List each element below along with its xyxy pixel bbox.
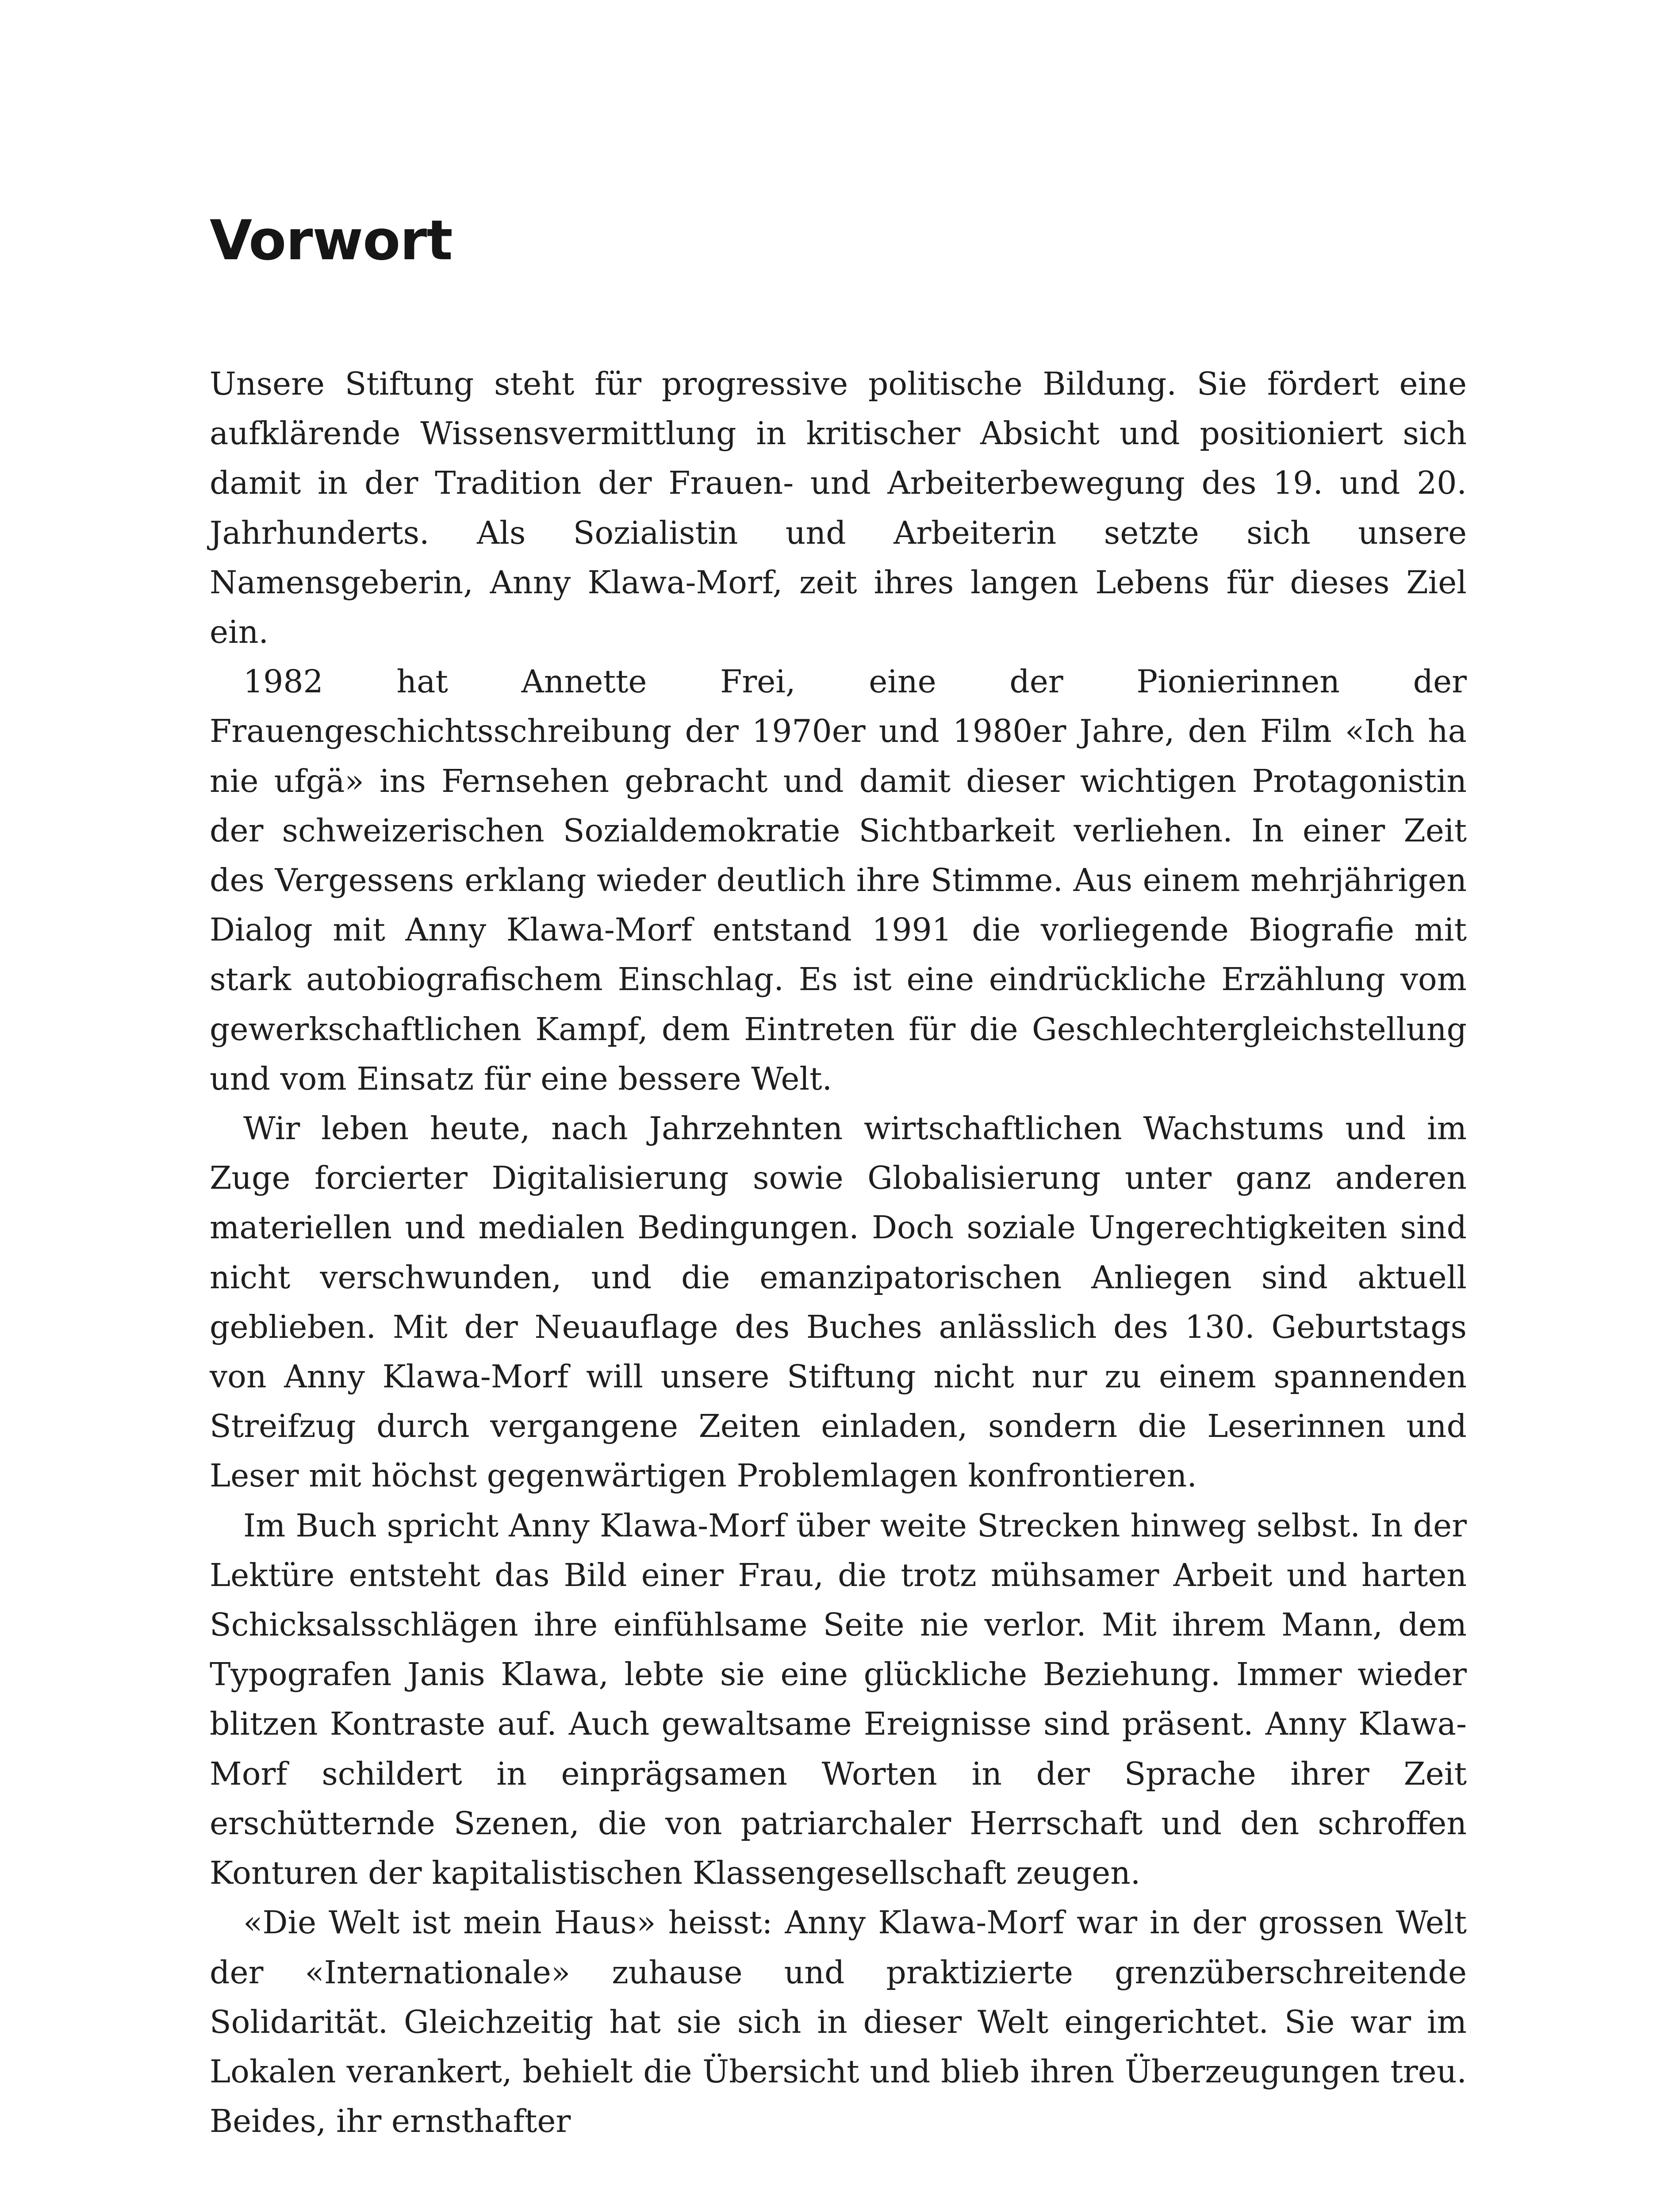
paragraph-5: «Die Welt ist mein Haus» heisst: Anny Klawa-Morf war in der grossen Welt der «Internationale» zuhause und praktizierte grenzüberschreitende Solidarität. Gleichzeitig hat sie sich in dieser Welt eingerichtet. Sie war im Lokalen verankert, behielt die Übersicht und blieb ihren Überzeugungen treu. Beides, ihr ernsthafter <box>210 1904 1467 2140</box>
body-text <box>210 359 1467 2146</box>
paragraph-1: Unsere Stiftung steht für progressive politische Bildung. Sie fördert eine aufklärende Wissensvermittlung in kritischer Absicht und positioniert sich damit in der Tradition der Frauen- und Arbeiterbewegung des 19. und 20. Jahrhunderts. Als Sozialistin und Arbeiterin setzte sich unsere Namensgeberin, Anny Klawa-Morf, zeit ihres langen Lebens für dieses Ziel ein. <box>210 365 1467 651</box>
paragraph-3: Wir leben heute, nach Jahrzehnten wirtschaftlichen Wachstums und im Zuge forcierter Digitalisierung sowie Globalisierung unter ganz anderen materiellen und medialen Bedingungen. Doch soziale Ungerechtigkeiten sind nicht verschwunden, und die emanzipatorischen Anliegen sind aktuell geblieben. Mit der Neuauflage des Buches anlässlich des 130. Geburtstags von Anny Klawa-Morf will unsere Stiftung nicht nur zu einem spannenden Streifzug durch vergangene Zeiten einladen, sondern die Leserinnen und Leser mit höchst gegenwärtigen Problemlagen konfrontieren. <box>210 1110 1467 1494</box>
page-title: Vorwort <box>210 209 453 273</box>
paragraph-2: 1982 hat Annette Frei, eine der Pionierinnen der Frauengeschichtsschreibung der 1970er und 1980er Jahre, den Film «Ich ha nie ufgä» ins Fernsehen gebracht und damit dieser wichtigen Protagonistin der schweizerischen Sozialdemokratie Sichtbarkeit verliehen. In einer Zeit des Vergessens erklang wieder deutlich ihre Stimme. Aus einem mehrjährigen Dialog mit Anny Klawa-Morf entstand 1991 die vorliegende Biografie mit stark autobiografischem Einschlag. Es ist eine eindrückliche Erzählung vom gewerkschaftlichen Kampf, dem Eintreten für die Geschlechtergleichstellung und vom Einsatz für eine bessere Welt. <box>210 663 1467 1097</box>
paragraph-4: Im Buch spricht Anny Klawa-Morf über weite Strecken hinweg selbst. In der Lektüre entsteht das Bild einer Frau, die trotz mühsamer Arbeit und harten Schicksalsschlägen ihre einfühlsame Seite nie verlor. Mit ihrem Mann, dem Typografen Janis Klawa, lebte sie eine glückliche Beziehung. Immer wieder blitzen Kontraste auf. Auch gewaltsame Ereignisse sind präsent. Anny Klawa-Morf schildert in einprägsamen Worten in der Sprache ihrer Zeit erschütternde Szenen, die von patriarchaler Herrschaft und den schroffen Konturen der kapitalistischen Klassengesellschaft zeugen. <box>210 1507 1467 1892</box>
